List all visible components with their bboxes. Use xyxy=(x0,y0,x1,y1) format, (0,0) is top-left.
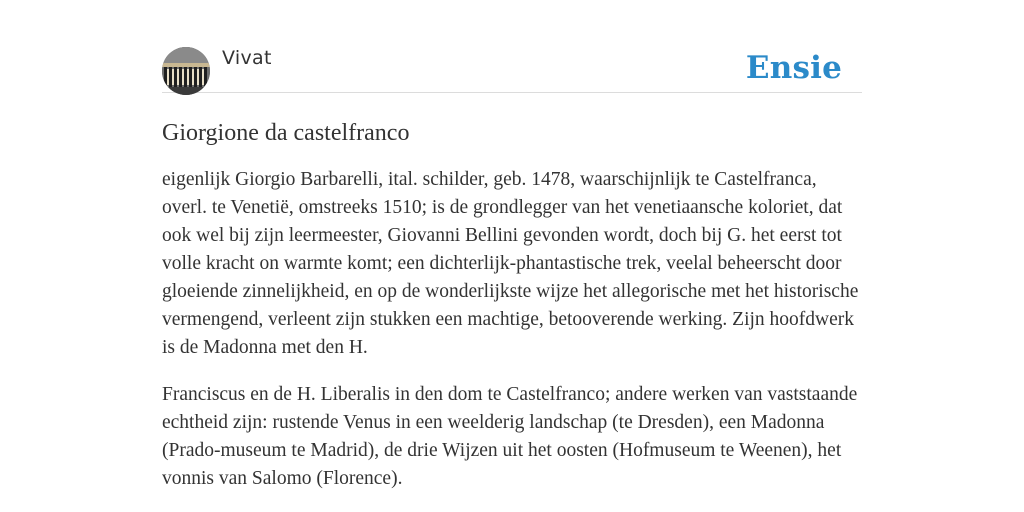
avatar[interactable] xyxy=(162,47,210,95)
brand-logo[interactable]: Ensie xyxy=(745,50,842,86)
article-page xyxy=(162,46,862,493)
article-paragraph-1: eigenlijk Giorgio Barbarelli, ital. schilder, geb. 1478, waarschijnlijk te Castelfranca, overl. te Venetië, omstreeks 1510; is de grondlegger van het venetiaansche koloriet, dat ook wel bij zijn leermeester, Giovanni Bellini gevonden wordt, doch bij G. het eerst tot volle kracht on warmte komt; een dichterlijk-phantastische trek, veelal beheerscht door gloeiende zinnelijkheid, en op de wonderlijkste wijze het allegorische met het historische vermengend, verleent zijn stukken een machtige, betooverende werking. Zijn hoofdwerk is de Madonna met den H. xyxy=(162,169,859,358)
page-title: Giorgione da castelfranco xyxy=(162,120,410,146)
author-name[interactable]: Vivat xyxy=(222,47,272,69)
book-spines-icon xyxy=(162,47,210,95)
article-paragraph-2: Franciscus en de H. Liberalis in den dom te Castelfranco; andere werken van vaststaande echtheid zijn: rustende Venus in een weelderig landschap (te Dresden), een Madonna (Prado-museum te Madrid), de drie Wijzen uit het oosten (Hofmuseum te Weenen), het vonnis van Salomo (Florence). xyxy=(162,384,858,489)
header xyxy=(162,46,862,93)
